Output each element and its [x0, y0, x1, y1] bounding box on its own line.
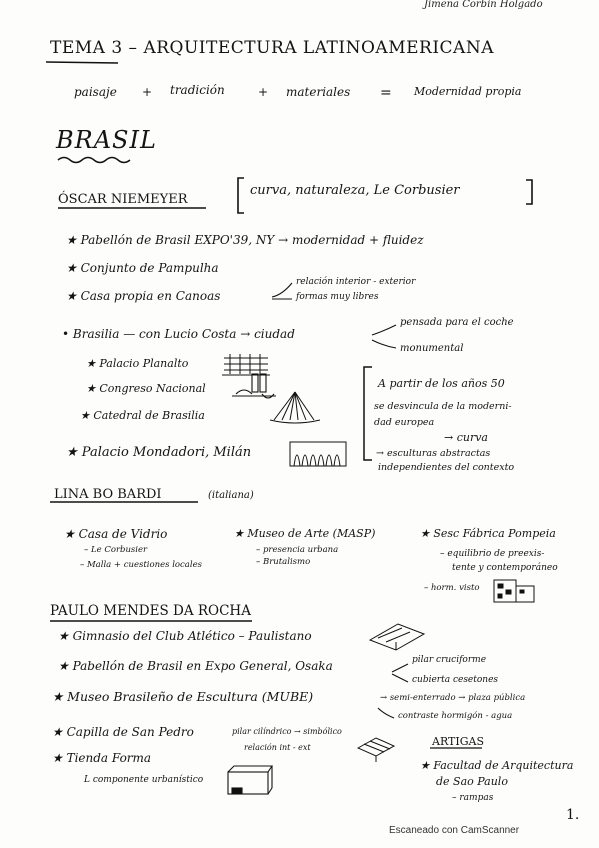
formula-paisaje: paisaje: [74, 85, 117, 99]
rocha-heading: PAULO MENDES DA ROCHA: [50, 603, 251, 619]
bardi-heading: LINA BO BARDI: [54, 487, 162, 502]
side-note-1: A partir de los años 50: [378, 377, 505, 390]
artigas-facultad-3: – rampas: [452, 793, 494, 803]
bardi-sesc-note-1: – equilibrio de preexis-: [440, 549, 545, 559]
formula-modernidad: Modernidad propia: [414, 85, 522, 98]
ciudad-note-1: pensada para el coche: [400, 317, 514, 328]
rocha-pabellon: ★ Pabellón de Brasil en Expo General, Osaka: [58, 659, 333, 673]
artigas-heading: ARTIGAS: [432, 735, 484, 748]
bardi-masp: ★ Museo de Arte (MASP): [234, 527, 376, 540]
catedral-sketch: [268, 390, 322, 424]
rocha-capilla-note-2: relación int - ext: [244, 743, 311, 752]
author-name: Jimena Corbín Holgado: [424, 0, 543, 10]
niemeyer-casa: ★ Casa propia en Canoas: [66, 289, 221, 303]
rocha-pabellon-note-2: cubierta cesetones: [412, 675, 499, 685]
bardi-sesc: ★ Sesc Fábrica Pompeia: [420, 527, 556, 540]
side-note-2: se desvincula de la moderni-: [374, 401, 512, 412]
rocha-gimnasio: ★ Gimnasio del Club Atlético – Paulistano: [58, 629, 312, 643]
rocha-mube-note-1: → semi-enterrado → plaza pública: [380, 693, 526, 703]
gimnasio-sketch: [368, 620, 426, 652]
rocha-mube-note-2: contraste hormigón - agua: [398, 711, 513, 721]
formula-materiales: materiales: [286, 85, 351, 99]
niemeyer-congreso: ★ Congreso Nacional: [86, 382, 206, 395]
bardi-casa-note-1: – Le Corbusier: [84, 545, 148, 555]
rocha-mube: ★ Museo Brasileño de Escultura (MUBE): [52, 689, 314, 704]
side-note-4: → curva: [444, 431, 488, 444]
rocha-pabellon-note-1: pilar cruciforme: [412, 655, 487, 665]
bardi-sesc-note-2: tente y contemporáneo: [452, 563, 558, 573]
niemeyer-brasilia: • Brasilia — con Lucio Costa → ciudad: [62, 327, 295, 341]
formula-plus-1: +: [142, 85, 153, 99]
page-title: TEMA 3 – ARQUITECTURA LATINOAMERICANA: [50, 38, 494, 58]
rocha-capilla-note-1: pilar cilíndrico → simbólico: [232, 727, 342, 736]
niemeyer-pabellon: ★ Pabellón de Brasil EXPO'39, NY → modernidad + fluidez: [66, 233, 424, 247]
formula-tradicion: tradición: [170, 83, 225, 97]
capilla-sketch: [354, 734, 398, 764]
bardi-origin: (italiana): [208, 490, 254, 501]
niemeyer-casa-note-2: formas muy libres: [296, 292, 379, 302]
mondadori-sketch: [288, 438, 348, 470]
side-note-6: independientes del contexto: [378, 462, 515, 473]
scanner-watermark: Escaneado con CamScanner: [389, 825, 520, 836]
country-heading: BRASIL: [56, 126, 157, 154]
formula-plus-2: +: [258, 85, 269, 99]
bardi-casa: ★ Casa de Vidrio: [64, 527, 168, 541]
bardi-sesc-note-3: – horm. visto: [424, 583, 480, 593]
side-note-5: → esculturas abstractas: [376, 448, 491, 459]
niemeyer-casa-note-1: relación interior - exterior: [296, 277, 416, 287]
bardi-masp-note-2: – Brutalismo: [256, 557, 311, 567]
page-number: 1.: [566, 807, 580, 823]
ciudad-note-2: monumental: [400, 343, 464, 354]
formula-equals: =: [380, 85, 392, 101]
bardi-masp-note-1: – presencia urbana: [256, 545, 339, 555]
rocha-tienda: ★ Tienda Forma: [52, 751, 152, 765]
niemeyer-pampulha: ★ Conjunto de Pampulha: [66, 261, 219, 275]
sesc-sketch: [490, 576, 538, 604]
rocha-tienda-note: L componente urbanístico: [84, 775, 204, 785]
artigas-facultad-2: de Sao Paulo: [436, 775, 508, 788]
niemeyer-planalto: ★ Palacio Planalto: [86, 357, 189, 370]
bardi-casa-note-2: – Malla + cuestiones locales: [80, 560, 202, 570]
niemeyer-catedral: ★ Catedral de Brasilia: [80, 409, 205, 422]
side-note-3: dad europea: [374, 417, 435, 428]
rocha-capilla: ★ Capilla de San Pedro: [52, 725, 194, 739]
niemeyer-heading: ÓSCAR NIEMEYER: [58, 192, 188, 207]
artigas-facultad-1: ★ Facultad de Arquitectura: [420, 759, 574, 772]
tienda-sketch: [224, 764, 274, 798]
niemeyer-bracket-note: curva, naturaleza, Le Corbusier: [250, 183, 460, 198]
niemeyer-mondadori: ★ Palacio Mondadori, Milán: [66, 445, 252, 460]
